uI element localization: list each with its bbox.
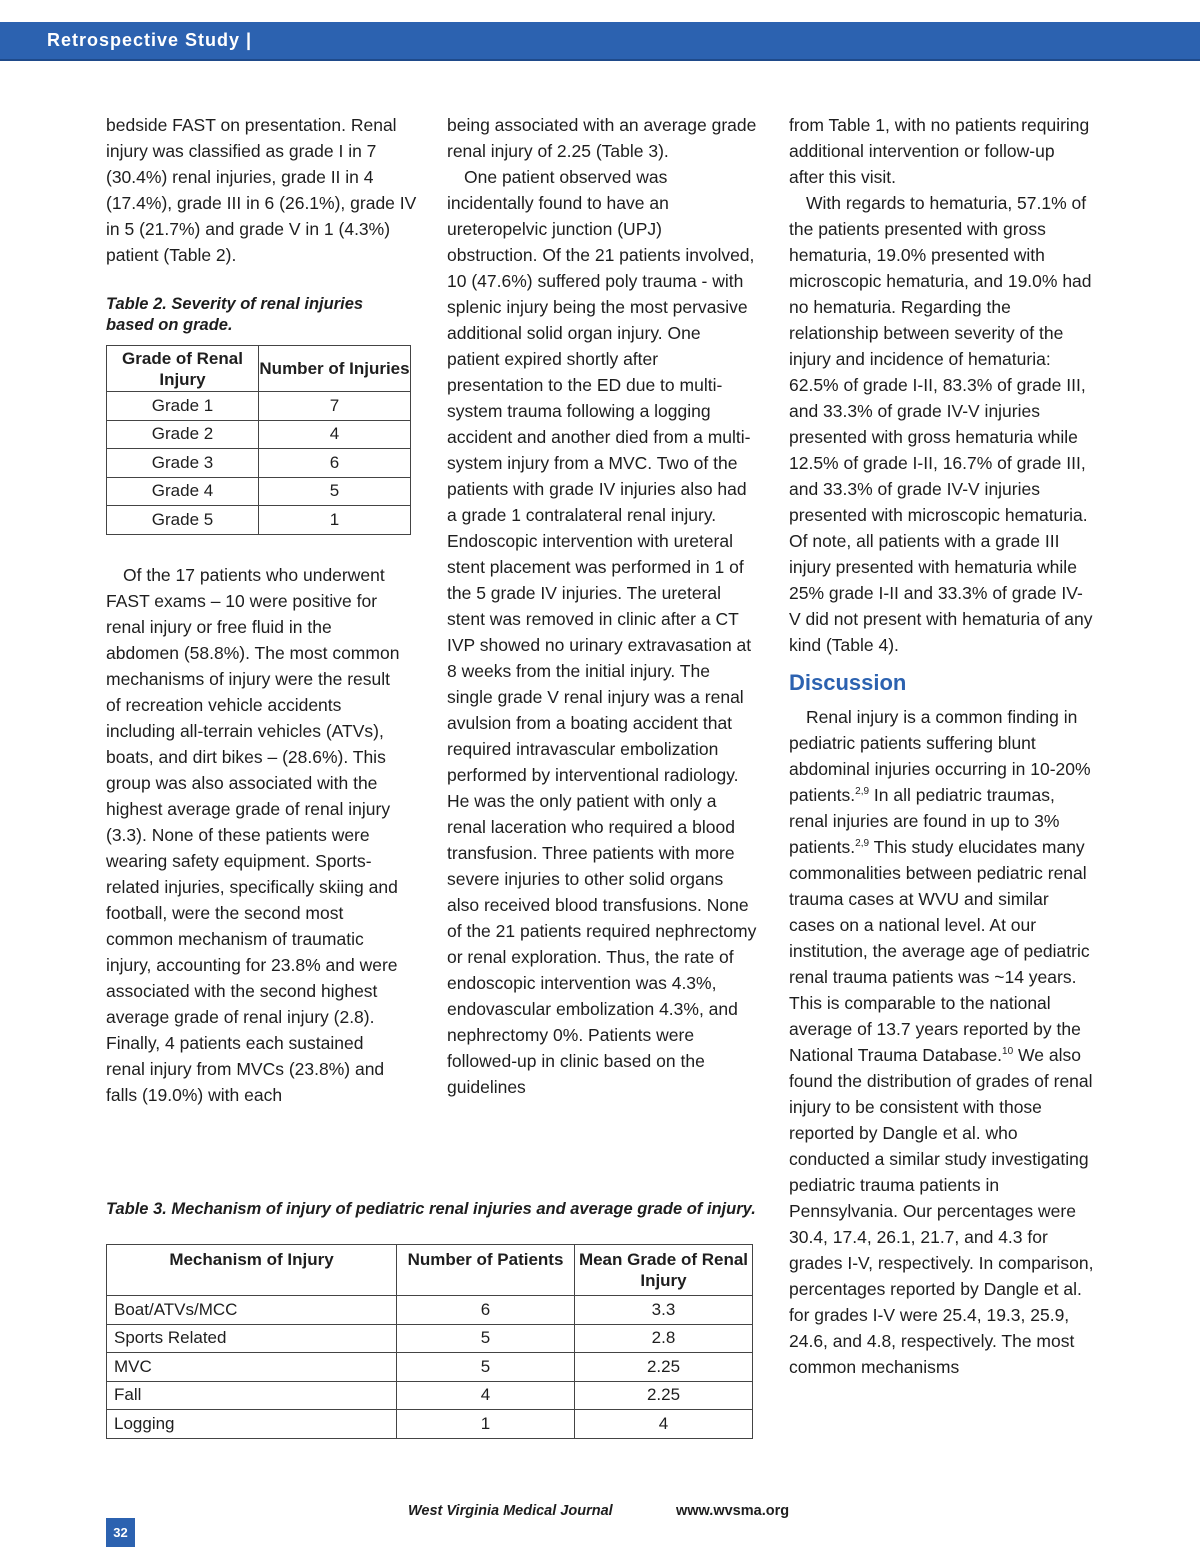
column-1 [106, 112, 421, 268]
table2-caption: Table 2. Severity of renal injuries based on grade. [106, 295, 364, 334]
table3-cell: 5 [397, 1353, 575, 1382]
table3-cell: Boat/ATVs/MCC [107, 1296, 397, 1325]
table3-cell: 5 [397, 1324, 575, 1353]
table3-cell: 2.8 [575, 1324, 753, 1353]
table3-cell: 4 [575, 1410, 753, 1439]
table3-cell: Fall [107, 1381, 397, 1410]
table-row [107, 477, 411, 506]
table3-cell: 2.25 [575, 1353, 753, 1382]
table-3 [106, 1244, 753, 1439]
table3-cell: MVC [107, 1353, 397, 1382]
col2-paragraph-1: being associated with an average grade renal injury of 2.25 (Table 3). [447, 115, 757, 161]
table-row [107, 1324, 753, 1353]
table-row [107, 1353, 753, 1382]
col2-paragraph-2: One patient observed was incidentally found to have an ureteropelvic junction (UPJ) obstruction. Of the 21 patients involved, 10 (47.6%) suffered poly trauma - with splenic injury being the most pervasive additional solid organ injury. One patient expired shortly after presentation to the ED due to multi-system trauma following a logging accident and another died from a multi-system injury from a MVC. Two of the patients with grade IV injuries also had a grade 1 contralateral renal injury. Endoscopic intervention with ureteral stent placement was performed in 1 of the 5 grade IV injuries. The ureteral stent was removed in clinic after a CT IVP showed no urinary extravasation at 8 weeks from the initial injury. The single grade V renal injury was a renal avulsion from a boating accident that required intravascular embolization performed by interventional radiology. He was the only patient with only a renal laceration who required a blood transfusion. Three patients with more severe injuries to other solid organs also received blood transfusions. None of the 21 patients required nephrectomy or renal exploration. Thus, the rate of endoscopic intervention was 4.3%, endovascular embolization 4.3%, and nephrectomy 0%. Patients were followed-up in clinic based on the guidelines [447, 167, 757, 1097]
discussion-heading: Discussion [789, 670, 907, 695]
table-row [107, 1296, 753, 1325]
table-row [107, 420, 411, 449]
journal-name: West Virginia Medical Journal [408, 1503, 613, 1519]
table3-header: Mechanism of Injury [107, 1245, 397, 1296]
journal-url[interactable]: www.wvsma.org [676, 1503, 790, 1519]
col3-paragraph-1: from Table 1, with no patients requiring additional intervention or follow-up after this visit. [789, 115, 1090, 187]
table3-caption: Table 3. Mechanism of injury of pediatric renal injuries and average grade of injury. [106, 1200, 756, 1218]
col1-paragraph-2: Of the 17 patients who underwent FAST exams – 10 were positive for renal injury or free fluid in the abdomen (58.8%). The most common mechanisms of injury were the result of recreation vehicle accidents including all-terrain vehicles (ATVs), boats, and dirt bikes – (28.6%). This group was also associated with the highest average grade of renal injury (3.3). None of these patients were wearing safety equipment. Sports-related injuries, specifically skiing and football, were the second most common mechanism of traumatic injury, accounting for 23.8% and were associated with the second highest average grade of renal injury (2.8). Finally, 4 patients each sustained renal injury from MVCs (23.8%) and falls (19.0%) with each [106, 565, 400, 1105]
table-row [107, 506, 411, 535]
citation-ref: 10 [1002, 1046, 1014, 1058]
table-row [107, 449, 411, 478]
table2-cell: Grade 5 [107, 506, 259, 535]
table2-cell: 5 [259, 477, 411, 506]
table2-cell: 4 [259, 420, 411, 449]
table-row [107, 1410, 753, 1439]
column-3 [789, 112, 1094, 1380]
table2-cell: 7 [259, 392, 411, 421]
table3-cell: 2.25 [575, 1381, 753, 1410]
table-row [107, 392, 411, 421]
table-row [107, 1381, 753, 1410]
discussion-text: In all pediatric traumas, renal injuries are found in up to 3% patients. [789, 785, 1060, 857]
col3-paragraph-2: With regards to hematuria, 57.1% of the patients presented with gross hematuria, 19.0% presented with microscopic hematuria, and 19.0% had no hematuria. Regarding the relationship between severity of the injury and incidence of hematuria: 62.5% of grade I-II, 83.3% of grade III, and 33.3% of grade IV-V injuries presented with gross hematuria while 12.5% of grade I-II, 16.7% of grade III, and 33.3% of grade IV-V injuries presented with microscopic hematuria. Of note, all patients with a grade III injury presented with hematuria while 25% grade I-II and 33.3% of grade IV-V did not present with hematuria of any kind (Table 4). [789, 193, 1093, 655]
table2-header: Number of Injuries [259, 346, 411, 392]
table3-cell: 6 [397, 1296, 575, 1325]
table3-header-row [107, 1245, 753, 1296]
table2-cell: Grade 4 [107, 477, 259, 506]
table2-header: Grade of Renal Injury [107, 346, 259, 392]
column-2 [447, 112, 757, 1100]
table3-cell: 1 [397, 1410, 575, 1439]
table-2 [106, 345, 411, 535]
discussion-text: Renal injury is a common finding in pediatric patients suffering blunt abdominal injuries occurring in 10-20% patients. [789, 707, 1091, 805]
section-title: Retrospective Study | [47, 30, 253, 50]
table2-cell: 1 [259, 506, 411, 535]
table3-cell: 3.3 [575, 1296, 753, 1325]
page-number: 32 [106, 1518, 135, 1547]
header-bar [0, 22, 1200, 61]
discussion-text: We also found the distribution of grades of renal injury to be consistent with those reported by Dangle et al. who conducted a similar study investigating pediatric trauma patients in Pennsylvania. Our percentages were 30.4, 17.4, 26.1, 21.7, and 4.3 for grades I-V, respectively. In comparison, percentages reported by Dangle et al. for grades I-V were 25.4, 19.3, 25.9, 24.6, and 4.8, respectively. The most common mechanisms [789, 1045, 1094, 1377]
citation-ref: 2,9 [855, 838, 870, 850]
table2-cell: Grade 3 [107, 449, 259, 478]
table2-cell: 6 [259, 449, 411, 478]
table3-cell: Logging [107, 1410, 397, 1439]
discussion-text: This study elucidates many commonalities between pediatric renal trauma cases at WVU and similar cases on a national level. At our institution, the average age of pediatric renal trauma patients was ~14 years. This is comparable to the national average of 13.7 years reported by the National Trauma Database. [789, 837, 1090, 1065]
table3-cell: 4 [397, 1381, 575, 1410]
table2-header-row [107, 346, 411, 392]
col3-paragraph-3 [789, 704, 1094, 1380]
table2-cell: Grade 2 [107, 420, 259, 449]
column-1-continued [106, 562, 406, 1108]
col1-paragraph-1: bedside FAST on presentation. Renal injury was classified as grade I in 7 (30.4%) renal injuries, grade II in 4 (17.4%), grade III in 6 (26.1%), grade IV in 5 (21.7%) and grade V in 1 (4.3%) patient (Table 2). [106, 115, 417, 265]
citation-ref: 2,9 [855, 786, 870, 798]
table3-header: Number of Patients [397, 1245, 575, 1296]
table3-cell: Sports Related [107, 1324, 397, 1353]
table2-cell: Grade 1 [107, 392, 259, 421]
table3-header: Mean Grade of Renal Injury [575, 1245, 753, 1296]
